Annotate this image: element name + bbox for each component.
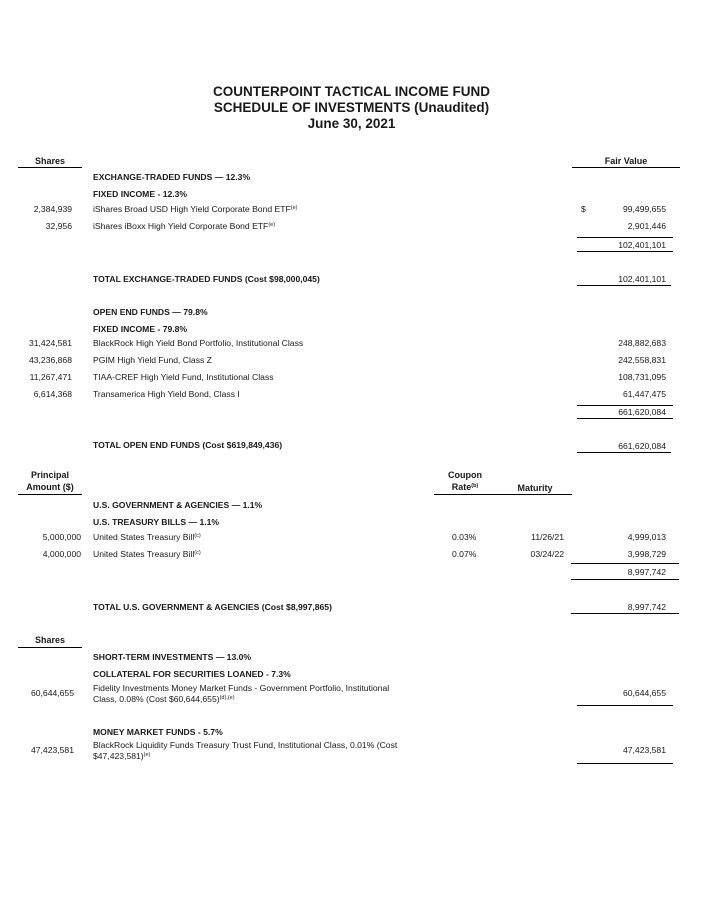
principal-header-line1: Principal xyxy=(30,470,69,480)
coupon-maturity-header-rule xyxy=(434,494,572,495)
oef-subheading: FIXED INCOME - 79.8% xyxy=(93,324,188,334)
security-name: Transamerica High Yield Bond, Class I xyxy=(93,389,240,399)
security-name: BlackRock High Yield Bond Portfolio, Institutional Class xyxy=(93,338,304,348)
etf-total: 102,401,101 xyxy=(618,274,666,284)
security-name-line1: Fidelity Investments Money Market Funds - Government Portfolio, Institutional xyxy=(93,683,390,693)
fair-value: 99,499,655 xyxy=(622,204,666,214)
fund-name: COUNTERPOINT TACTICAL INCOME FUND xyxy=(213,84,490,99)
security-name: iShares iBoxx High Yield Corporate Bond ETF$^{(e)}$ xyxy=(93,221,276,231)
gov-total-label: TOTAL U.S. GOVERNMENT & AGENCIES (Cost $8,997,865) xyxy=(93,602,332,612)
total-rule xyxy=(577,763,673,764)
sti-heading: SHORT-TERM INVESTMENTS — 13.0% xyxy=(93,652,252,662)
footnote-ref: (c) xyxy=(194,533,201,539)
subtotal-rule-bottom xyxy=(571,579,679,580)
maturity-date: 03/24/22 xyxy=(530,549,564,559)
etf-subheading: FIXED INCOME - 12.3% xyxy=(93,189,188,199)
shares-value: 43,236,868 xyxy=(28,355,72,365)
security-name: iShares Broad USD High Yield Corporate Bond ETF$^{(e)}$ xyxy=(93,204,298,214)
principal-header-line2: Amount ($) xyxy=(26,482,74,492)
shares-value: 2,384,939 xyxy=(33,204,72,214)
footnote-ref: (e) xyxy=(143,752,151,758)
subtotal-rule-top xyxy=(577,237,673,238)
collateral-subheading: COLLATERAL FOR SECURITIES LOANED - 7.3% xyxy=(93,669,291,679)
coupon-header-line1: Coupon xyxy=(448,470,482,480)
subtotal-rule-top xyxy=(571,563,679,564)
footnote-ref: (e) xyxy=(268,222,276,228)
shares-value: 60,644,655 xyxy=(30,688,74,698)
subtotal-rule-top xyxy=(577,405,673,406)
security-name: United States Treasury Bill$^{(c)}$ xyxy=(93,532,201,542)
security-name: TIAA-CREF High Yield Fund, Institutional Class xyxy=(93,372,274,382)
fair-value: 3,998,729 xyxy=(627,549,666,559)
gov-total: 8,997,742 xyxy=(627,602,666,612)
principal-value: 4,000,000 xyxy=(42,549,81,559)
fair-value: 4,999,013 xyxy=(627,532,666,542)
footnote-ref: (b) xyxy=(471,483,479,489)
fair-value: 108,731,095 xyxy=(618,372,666,382)
shares-value: 31,424,581 xyxy=(28,338,72,348)
fair-value-column-header: Fair Value xyxy=(604,156,648,166)
coupon-rate: 0.07% xyxy=(452,549,477,559)
oef-heading: OPEN END FUNDS — 79.8% xyxy=(93,307,208,317)
shares-value: 6,614,368 xyxy=(33,389,72,399)
maturity-date: 11/26/21 xyxy=(531,532,564,542)
gov-subheading: U.S. TREASURY BILLS — 1.1% xyxy=(93,517,220,527)
shares-header-rule xyxy=(18,167,82,168)
shares-column-header-2: Shares xyxy=(34,635,66,645)
security-name-line2: Class, 0.08% (Cost $60,644,655)$^{(d),(e)}$ xyxy=(93,694,235,704)
oef-total: 661,620,084 xyxy=(618,441,666,451)
shares-value: 32,956 xyxy=(45,221,72,231)
fair-value: 242,558,831 xyxy=(618,355,666,365)
total-rule xyxy=(571,613,679,614)
coupon-header-line2: Rate$^{(b)}$ xyxy=(451,482,479,492)
security-name-line1: BlackRock Liquidity Funds Treasury Trust Fund, Institutional Class, 0.01% (Cost xyxy=(93,740,398,750)
gov-subtotal: 8,997,742 xyxy=(627,567,666,577)
money-market-subheading: MONEY MARKET FUNDS - 5.7% xyxy=(93,727,223,737)
subtotal-rule-bottom xyxy=(577,251,673,252)
etf-total-label: TOTAL EXCHANGE-TRADED FUNDS (Cost $98,000,045) xyxy=(93,274,320,284)
security-name: PGIM High Yield Fund, Class Z xyxy=(93,355,212,365)
security-name: United States Treasury Bill$^{(c)}$ xyxy=(93,549,201,559)
footnote-ref: (e) xyxy=(290,205,298,211)
fair-value: 248,882,683 xyxy=(618,338,666,348)
footnote-ref: (c) xyxy=(194,550,201,556)
coupon-rate: 0.03% xyxy=(452,532,477,542)
shares-header-rule-2 xyxy=(18,647,82,648)
etf-heading: EXCHANGE-TRADED FUNDS — 12.3% xyxy=(93,172,251,182)
schedule-title: SCHEDULE OF INVESTMENTS (Unaudited) xyxy=(213,100,490,115)
security-name-line2: $47,423,581)$^{(e)}$ xyxy=(93,751,151,761)
currency-symbol: $ xyxy=(581,204,586,214)
fair-value: 47,423,581 xyxy=(622,745,666,755)
fair-value-header-rule xyxy=(572,167,680,168)
total-rule xyxy=(577,285,671,286)
maturity-header: Maturity xyxy=(517,483,553,493)
total-rule xyxy=(577,452,671,453)
shares-value: 11,267,471 xyxy=(29,372,72,382)
gov-heading: U.S. GOVERNMENT & AGENCIES — 1.1% xyxy=(93,500,263,510)
fair-value: 2,901,446 xyxy=(627,221,666,231)
subtotal-rule-bottom xyxy=(577,418,673,419)
fair-value: 61,447,475 xyxy=(622,389,666,399)
shares-value: 47,423,581 xyxy=(30,745,74,755)
principal-header-rule xyxy=(18,494,82,495)
oef-total-label: TOTAL OPEN END FUNDS (Cost $619,849,436) xyxy=(93,440,283,450)
principal-value: 5,000,000 xyxy=(42,532,81,542)
etf-subtotal: 102,401,101 xyxy=(618,240,666,250)
report-date: June 30, 2021 xyxy=(307,116,396,131)
footnote-ref: (d),(e) xyxy=(219,695,235,701)
oef-subtotal: 661,620,084 xyxy=(618,407,666,417)
fair-value: 60,644,655 xyxy=(622,688,666,698)
total-rule xyxy=(577,705,673,706)
shares-column-header: Shares xyxy=(34,156,66,166)
